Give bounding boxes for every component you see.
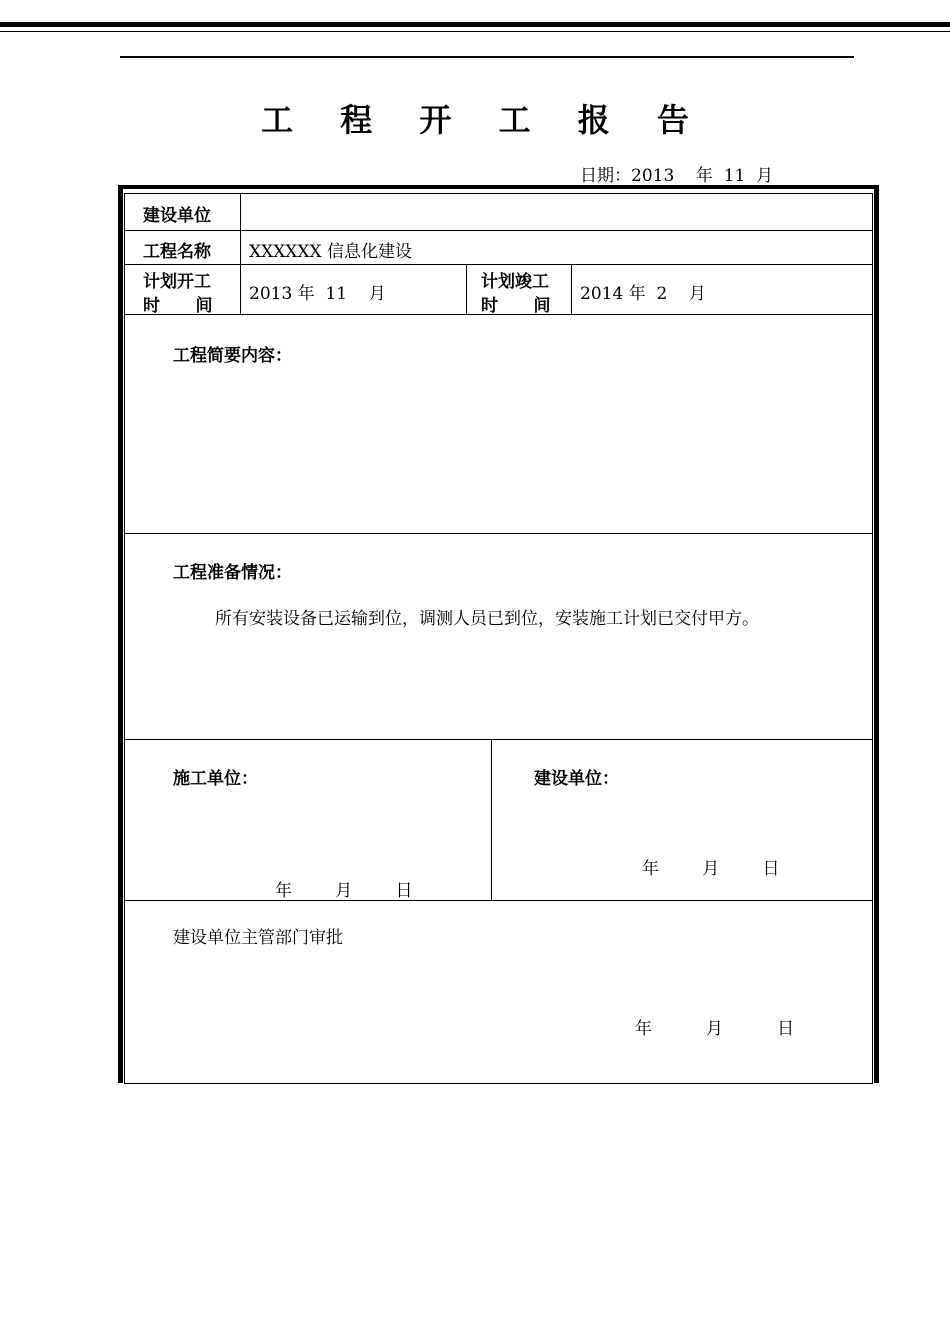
planned-end-label-line1: 计划竣工 [481, 272, 549, 292]
project-preparation-section[interactable] [124, 533, 873, 740]
date-year-unit: 年 [695, 166, 713, 186]
date-year: 2013 [631, 166, 675, 186]
project-preparation-text: 所有安装设备已运输到位，调测人员已到位，安装施工计划已交付甲方。 [215, 609, 759, 629]
planned-end-label-line2: 时 间 [481, 296, 551, 316]
planned-start-value-cell[interactable] [240, 264, 467, 315]
approval-label: 建设单位主管部门审批 [173, 928, 343, 948]
planned-start-label-cell [124, 264, 241, 315]
project-name-label: 工程名称 [143, 242, 211, 262]
project-preparation-label: 工程准备情况： [173, 563, 292, 583]
project-name-value-cell[interactable] [240, 230, 873, 265]
top-rule-thin [0, 31, 950, 32]
planned-start-value: 2013 年 11 月 [249, 284, 386, 304]
planned-end-value: 2014 年 2 月 [580, 284, 706, 304]
planned-start-label-line1: 计划开工 [143, 272, 211, 292]
approval-section[interactable] [124, 900, 873, 1084]
construction-unit-label: 建设单位 [143, 206, 211, 226]
date-label: 日期： [580, 166, 631, 186]
project-summary-label: 工程简要内容： [173, 346, 292, 366]
contractor-label: 施工单位： [173, 769, 258, 789]
planned-start-label-line2: 时 间 [143, 296, 213, 316]
contractor-section[interactable] [124, 739, 492, 901]
project-name-label-cell [124, 230, 241, 265]
construction-unit-label-cell [124, 193, 241, 231]
approval-date: 年 月 日 [635, 1019, 795, 1039]
date-month-unit: 月 [756, 166, 774, 186]
construction-unit-value-cell[interactable] [240, 193, 873, 231]
contractor-date: 年 月 日 [275, 881, 413, 901]
project-summary-section[interactable] [124, 314, 873, 534]
owner-label: 建设单位： [534, 769, 619, 789]
top-rule-thick [0, 22, 950, 27]
date-month: 11 [723, 166, 746, 186]
planned-end-value-cell[interactable] [571, 264, 873, 315]
project-name-value: XXXXXX 信息化建设 [249, 242, 413, 262]
header-rule [120, 56, 854, 58]
owner-date: 年 月 日 [642, 859, 780, 879]
planned-end-label-cell [466, 264, 572, 315]
owner-section[interactable] [491, 739, 873, 901]
report-date [580, 161, 840, 186]
page-title: 工 程 开 工 报 告 [261, 101, 707, 139]
